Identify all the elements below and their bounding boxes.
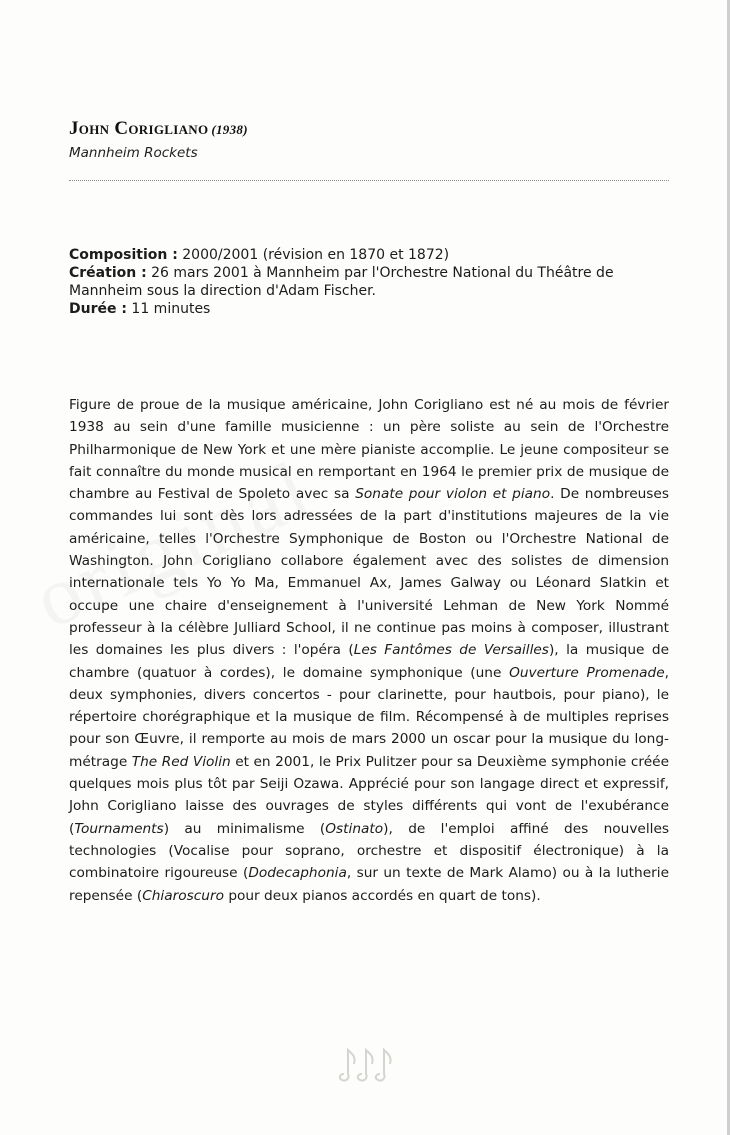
work-title-italic: The Red Violin xyxy=(131,753,231,770)
duree-value: 11 minutes xyxy=(126,301,211,317)
text-run: et en 2001, le Prix Pulitzer pour sa Deuxième symphonie créée quelques mois plus tôt par Seiji Ozawa. Apprécié pour son langage direct et expressif, John Corigliano laisse des ouvrages de styles différents qui vont de l'exubérance ( xyxy=(69,753,669,837)
composition-line xyxy=(69,246,669,264)
header-divider xyxy=(69,180,669,181)
text-run: , sur un texte de Mark Alamo) ou à la lutherie repensée ( xyxy=(69,865,670,904)
text-run: ), la musique de chambre (quatuor à cordes), le domaine symphonique (une xyxy=(69,642,669,681)
duree-label: Durée : xyxy=(69,301,127,317)
composer-heading xyxy=(69,117,669,142)
creation-line xyxy=(69,264,669,300)
work-title-italic: Ostinato xyxy=(325,820,384,837)
work-title-italic: Sonate pour violon et piano xyxy=(355,486,551,503)
work-details xyxy=(69,246,669,318)
text-run: Figure de proue de la musique américaine, John Corigliano est né au mois de février 1938 au sein d'une famille musicienne : un père soliste au sein de l'Orchestre Philharmonique de New York et une mère pianiste accomplie. Le jeune compositeur se fait connaître du monde musical en remportant en 1964 le premier prix de musique de chambre au Festival de Spoleto avec sa xyxy=(69,397,669,503)
three-notes-ornament-icon xyxy=(336,1044,406,1084)
work-title-italic: Les Fantômes de Versailles xyxy=(353,642,549,659)
work-title-italic: Chiaroscuro xyxy=(142,887,224,904)
work-title-italic: Tournaments xyxy=(74,820,164,837)
text-run: ) au minimalisme ( xyxy=(163,820,326,837)
composer-name: John Corigliano xyxy=(69,118,209,139)
composition-label: Composition : xyxy=(69,247,178,263)
work-title: Mannheim Rockets xyxy=(69,145,198,161)
text-run: , deux symphonies, divers concertos - pour clarinette, pour hautbois, pour piano), le répertoire chorégraphique et la musique de film. Récompensé à de multiples reprises pour son Œuvre, il remporte au mois de mars 2000 un oscar pour la musique du long-métrage xyxy=(69,664,669,770)
text-run: . De nombreuses commandes lui sont dès lors adressées de la part d'institutions majeures de la vie américaine, telles l'Orchestre Symphonique de Boston ou l'Orchestre National de Washington. John Corigliano collabore également avec des solistes de dimension internationale tels Yo Yo Ma, Emmanuel Ax, James Galway ou Léonard Slatkin et occupe une chaire d'enseignement à l'université Lehman de New York Nommé professeur à la célèbre Julliard School, il ne continue pas moins à composer, illustrant les domaines les plus divers : l'opéra ( xyxy=(69,486,669,659)
composer-year: (1938) xyxy=(211,122,248,137)
composition-value: 2000/2001 (révision en 1870 et 1872) xyxy=(177,247,450,263)
work-header xyxy=(69,117,669,161)
creation-label: Création : xyxy=(69,265,147,281)
text-run: pour deux pianos accordés en quart de tons). xyxy=(223,887,541,904)
work-title-italic: Dodecaphonia xyxy=(248,865,347,882)
biography-paragraph xyxy=(69,394,669,907)
work-title-italic: Ouverture Promenade xyxy=(509,664,665,681)
duree-line xyxy=(69,300,669,318)
text-run: ), de l'emploi affiné des nouvelles technologies (Vocalise pour soprano, orchestre et dispositif électronique) à la combinatoire rigoureuse ( xyxy=(69,820,670,882)
biography-text xyxy=(69,394,669,907)
creation-value: 26 mars 2001 à Mannheim par l'Orchestre National du Théâtre de Mannheim sous la direction d'Adam Fischer. xyxy=(69,265,614,299)
